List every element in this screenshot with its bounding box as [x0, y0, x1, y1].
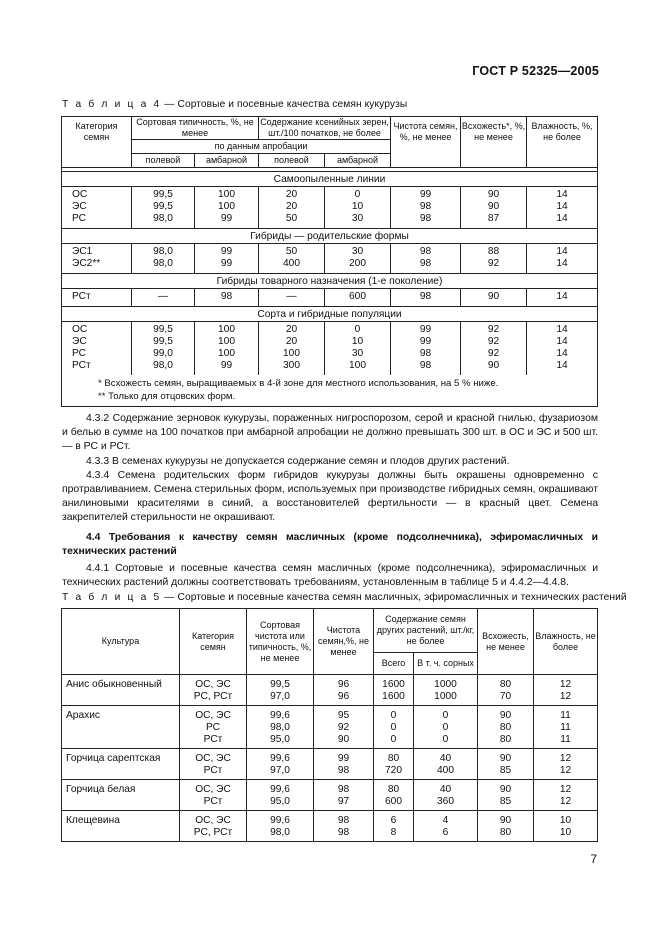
table4-caption-label: Т а б л и ц а 4: [62, 99, 162, 110]
t5-cell: РС, РСт: [180, 827, 247, 842]
table-row: [62, 289, 598, 307]
t5-cell: 95,0: [247, 734, 314, 749]
t4-section-title: Гибриды товарного назначения (1-е поколение): [62, 274, 598, 289]
t5-cell: 98: [314, 827, 374, 842]
t5-cell: 90: [478, 706, 534, 723]
t5-cell: 12: [534, 749, 598, 766]
t4-cell: 92: [461, 258, 527, 274]
t5-header-moisture: Влажность, не более: [534, 609, 598, 675]
t4-header-field-1: полевой: [132, 154, 195, 168]
table-row: [62, 675, 598, 692]
t4-header-category: Категория семян: [62, 117, 132, 168]
t4-header-xenia: Содержание ксенийных зерен, шт./100 початков, не более: [260, 117, 389, 138]
t4-cell: 99: [195, 213, 259, 229]
t4-cell: 14: [527, 244, 598, 259]
t4-cell: 14: [527, 258, 598, 274]
t4-cell: 20: [259, 336, 325, 348]
t4-cell: ЭС: [62, 201, 132, 213]
t4-cell: —: [259, 289, 325, 307]
table-row: [62, 360, 598, 375]
t4-cell: 10: [325, 201, 391, 213]
t4-cell: 100: [195, 201, 259, 213]
t4-cell: РСт: [62, 289, 132, 307]
t5-crop-name: Арахис: [62, 706, 180, 749]
t4-header-germination: Всхожесть*, %, не менее: [461, 117, 527, 168]
t4-cell: 99: [391, 187, 461, 202]
t5-crop-name: Горчица сарептская: [62, 749, 180, 780]
t4-cell: 14: [527, 213, 598, 229]
table-row: [62, 811, 598, 828]
t5-cell: 6: [374, 811, 414, 828]
t4-cell: 98: [391, 348, 461, 360]
t4-cell: 99,0: [132, 348, 195, 360]
t5-cell: 11: [534, 734, 598, 749]
t5-cell: 95,0: [247, 796, 314, 811]
t4-header-barn-2: амбарной: [325, 154, 391, 168]
paragraph-4-3-2: 4.3.2 Содержание зерновок кукурузы, пораженных нигроспорозом, серой и красной гнилью, фузариозом и белью в сумме на 100 початков при амбарной апробации не должно превышать 300 шт. в ОС и ЭС и 500 шт. — в РС и РСт.: [62, 413, 598, 453]
t4-cell: 99: [195, 258, 259, 274]
t4-header-by-approbation: по данным апробации: [132, 140, 391, 154]
t4-section-row: [62, 307, 598, 322]
t5-cell: ОС, ЭС: [180, 811, 247, 828]
t5-cell: ОС, ЭС: [180, 749, 247, 766]
t5-cell: 98,0: [247, 827, 314, 842]
t4-cell: 98,0: [132, 360, 195, 375]
t4-cell: 99,5: [132, 187, 195, 202]
t5-cell: 97,0: [247, 765, 314, 780]
t5-cell: 80: [478, 675, 534, 692]
t5-cell: 99,6: [247, 749, 314, 766]
t4-header-purity: Чистота семян, %, не менее: [391, 117, 461, 168]
t4-cell: 98: [391, 213, 461, 229]
t4-cell: 100: [195, 322, 259, 337]
table-row: [62, 336, 598, 348]
t5-header-total: Всего: [374, 653, 414, 675]
t4-cell: 88: [461, 244, 527, 259]
t4-cell: 30: [325, 244, 391, 259]
t4-cell: 90: [461, 187, 527, 202]
t4-cell: 14: [527, 348, 598, 360]
t4-cell: 30: [325, 213, 391, 229]
t5-cell: РС: [180, 722, 247, 734]
t4-body: [62, 172, 598, 376]
t5-header-category: Категория семян: [180, 609, 247, 675]
t4-cell: 98: [391, 289, 461, 307]
t4-cell: 0: [325, 322, 391, 337]
t4-section-row: [62, 229, 598, 244]
t5-cell: 97,0: [247, 691, 314, 706]
t4-cell: 98,0: [132, 244, 195, 259]
t4-cell: 92: [461, 336, 527, 348]
t4-cell: 14: [527, 336, 598, 348]
t4-cell: РС: [62, 348, 132, 360]
t4-cell: 99,5: [132, 322, 195, 337]
t4-cell: 200: [325, 258, 391, 274]
t5-cell: 98,0: [247, 722, 314, 734]
t4-cell: 99,5: [132, 201, 195, 213]
t5-header-weeds: В т. ч. сорных: [414, 653, 478, 675]
t5-cell: 90: [478, 780, 534, 797]
body-text: [62, 412, 598, 590]
t4-cell: 100: [259, 348, 325, 360]
t4-cell: 100: [325, 360, 391, 375]
t4-cell: 30: [325, 348, 391, 360]
t4-section-title: Гибриды — родительские формы: [62, 229, 598, 244]
paragraph-4-4-1: 4.4.1 Сортовые и посевные качества семян масличных (кроме подсолнечника), эфиромасличных и технических растений должны соответствовать требованиям, установленным в таблице 5 и 4.4.2—4.4.8.: [62, 563, 598, 589]
t5-cell: 40: [414, 780, 478, 797]
t5-cell: 80: [478, 722, 534, 734]
t4-cell: 99: [195, 244, 259, 259]
t5-cell: 11: [534, 722, 598, 734]
table-row: [62, 187, 598, 202]
table5-caption-text: — Сортовые и посевные качества семян масличных, эфиромасличных и технических растений: [161, 592, 627, 603]
t4-cell: 90: [461, 289, 527, 307]
page-number: 7: [590, 852, 597, 866]
t4-cell: 20: [259, 187, 325, 202]
t5-cell: 90: [478, 811, 534, 828]
t5-cell: 99,5: [247, 675, 314, 692]
t4-notes: [62, 375, 598, 407]
t4-cell: —: [132, 289, 195, 307]
table-row: [62, 780, 598, 797]
t4-cell: 98,0: [132, 213, 195, 229]
t5-cell: 12: [534, 796, 598, 811]
t5-cell: 12: [534, 765, 598, 780]
t5-cell: 96: [314, 691, 374, 706]
t4-cell: 92: [461, 322, 527, 337]
t4-cell: 0: [325, 187, 391, 202]
table5: [61, 608, 598, 842]
table-row: [62, 322, 598, 337]
t4-header-typicality: Сортовая типичность, %, не менее: [132, 117, 259, 140]
t4-cell: РСт: [62, 360, 132, 375]
t5-crop-name: Анис обыкновенный: [62, 675, 180, 706]
t5-cell: 80: [374, 780, 414, 797]
t4-cell: 92: [461, 348, 527, 360]
t5-cell: 10: [534, 811, 598, 828]
t4-cell: 98: [391, 258, 461, 274]
table-row: [62, 244, 598, 259]
t5-cell: 99,6: [247, 706, 314, 723]
t5-cell: 4: [414, 811, 478, 828]
t4-cell: 98: [391, 201, 461, 213]
t5-cell: 1600: [374, 691, 414, 706]
t4-note-2: ** Только для отцовских форм.: [98, 390, 236, 402]
t5-cell: 400: [414, 765, 478, 780]
t5-cell: 85: [478, 796, 534, 811]
t4-header-field-2: полевой: [259, 154, 325, 168]
t5-cell: 98: [314, 811, 374, 828]
t5-cell: 1000: [414, 691, 478, 706]
t4-cell: 400: [259, 258, 325, 274]
section-heading-4-4: 4.4 Требования к качеству семян масличных (кроме подсолнечника), эфиромасличных и технических растений: [62, 531, 598, 557]
t5-cell: 99,6: [247, 811, 314, 828]
t4-cell: 14: [527, 360, 598, 375]
t5-header-purity: Чистота семян,%, не менее: [314, 609, 374, 675]
t5-cell: 1600: [374, 675, 414, 692]
t5-cell: 720: [374, 765, 414, 780]
table-row: [62, 213, 598, 229]
t4-note-1: * Всхожесть семян, выращиваемых в 4-й зоне для местного использования, на 5 % ниже.: [98, 378, 499, 389]
t4-cell: 50: [259, 244, 325, 259]
t5-cell: 360: [414, 796, 478, 811]
t4-cell: ЭС1: [62, 244, 132, 259]
t5-cell: 0: [414, 722, 478, 734]
t5-cell: РС, РСт: [180, 691, 247, 706]
t5-cell: 90: [314, 734, 374, 749]
page-header-standard: ГОСТ Р 52325—2005: [472, 64, 599, 78]
t4-cell: 50: [259, 213, 325, 229]
t4-cell: 87: [461, 213, 527, 229]
t4-cell: 100: [195, 187, 259, 202]
t4-cell: 14: [527, 187, 598, 202]
t5-cell: 98: [314, 765, 374, 780]
t4-cell: 99: [391, 322, 461, 337]
t4-cell: ОС: [62, 322, 132, 337]
paragraph-4-3-3: 4.3.3 В семенах кукурузы не допускается содержание семян и плодов других растений.: [86, 455, 510, 467]
t5-header-crop: Культура: [62, 609, 180, 675]
table-row: [62, 348, 598, 360]
t4-cell: 99,5: [132, 336, 195, 348]
t5-header-other-seeds: Содержание семян других растений, шт./кг, не более: [374, 609, 478, 653]
t5-cell: РСт: [180, 796, 247, 811]
t5-cell: 0: [374, 706, 414, 723]
t5-cell: 10: [534, 827, 598, 842]
t5-cell: 0: [414, 706, 478, 723]
t5-cell: 80: [478, 827, 534, 842]
t4-cell: 99: [391, 336, 461, 348]
t5-header-germination: Всхожесть, не менее: [478, 609, 534, 675]
t4-cell: 98: [391, 244, 461, 259]
t5-cell: 600: [374, 796, 414, 811]
t5-cell: РСт: [180, 765, 247, 780]
t5-cell: 0: [414, 734, 478, 749]
t5-cell: 96: [314, 675, 374, 692]
paragraph-4-3-4: 4.3.4 Семена родительских форм гибридов кукурузы должны быть окрашены одновременно с протравливанием. Семена стерильных форм, используемых при производстве гибридных семян, окрашивают анилиновыми красителями в синий, а восстановителей фертильности — в красный цвет. Семена закрепителей стерильности не окрашивают.: [62, 469, 598, 524]
t5-cell: 98: [314, 780, 374, 797]
t5-cell: 8: [374, 827, 414, 842]
t5-crop-name: Горчица белая: [62, 780, 180, 811]
t5-cell: ОС, ЭС: [180, 675, 247, 692]
table4: [61, 116, 598, 407]
t4-section-title: Самоопыленные линии: [62, 172, 598, 187]
t4-cell: РС: [62, 213, 132, 229]
table5-caption: [62, 592, 627, 603]
t4-section-row: [62, 274, 598, 289]
t4-cell: 98: [391, 360, 461, 375]
t5-cell: ОС, ЭС: [180, 780, 247, 797]
t4-cell: 98: [195, 289, 259, 307]
t4-cell: 98,0: [132, 258, 195, 274]
t5-crop-name: Клещевина: [62, 811, 180, 842]
t5-cell: 12: [534, 780, 598, 797]
table4-caption-text: — Сортовые и посевные качества семян кукурузы: [161, 99, 408, 110]
t4-cell: 100: [195, 348, 259, 360]
table-row: [62, 201, 598, 213]
t5-cell: ОС, ЭС: [180, 706, 247, 723]
t4-cell: 20: [259, 322, 325, 337]
t5-cell: РСт: [180, 734, 247, 749]
table-row: [62, 706, 598, 723]
t5-cell: 99,6: [247, 780, 314, 797]
t5-cell: 0: [374, 734, 414, 749]
t4-section-row: [62, 172, 598, 187]
t4-cell: 300: [259, 360, 325, 375]
t5-cell: 90: [478, 749, 534, 766]
t5-cell: 70: [478, 691, 534, 706]
t4-cell: ЭС2**: [62, 258, 132, 274]
t5-cell: 80: [478, 734, 534, 749]
t4-cell: 14: [527, 322, 598, 337]
t4-section-title: Сорта и гибридные популяции: [62, 307, 598, 322]
t4-header-barn-1: амбарной: [195, 154, 259, 168]
t5-cell: 12: [534, 691, 598, 706]
t4-cell: 99: [195, 360, 259, 375]
table-row: [62, 258, 598, 274]
t5-cell: 11: [534, 706, 598, 723]
t4-cell: ОС: [62, 187, 132, 202]
t4-cell: 600: [325, 289, 391, 307]
t5-cell: 95: [314, 706, 374, 723]
t4-header-moisture: Влажность, %, не более: [527, 117, 598, 168]
t5-cell: 97: [314, 796, 374, 811]
t5-cell: 6: [414, 827, 478, 842]
t5-cell: 0: [374, 722, 414, 734]
t4-cell: 10: [325, 336, 391, 348]
t4-cell: 100: [195, 336, 259, 348]
t5-cell: 99: [314, 749, 374, 766]
table-row: [62, 749, 598, 766]
t4-cell: 14: [527, 289, 598, 307]
t5-cell: 92: [314, 722, 374, 734]
table4-caption: [62, 99, 407, 110]
t5-cell: 12: [534, 675, 598, 692]
t4-cell: ЭС: [62, 336, 132, 348]
t5-cell: 1000: [414, 675, 478, 692]
t5-cell: 80: [374, 749, 414, 766]
t4-cell: 90: [461, 201, 527, 213]
table5-caption-label: Т а б л и ц а 5: [62, 592, 162, 603]
t5-body: [62, 675, 598, 842]
t5-cell: 85: [478, 765, 534, 780]
t4-cell: 20: [259, 201, 325, 213]
t5-header-typicality: Сортовая чистота или типичность, %, не менее: [247, 609, 314, 675]
t4-cell: 90: [461, 360, 527, 375]
t4-cell: 14: [527, 201, 598, 213]
t5-cell: 40: [414, 749, 478, 766]
